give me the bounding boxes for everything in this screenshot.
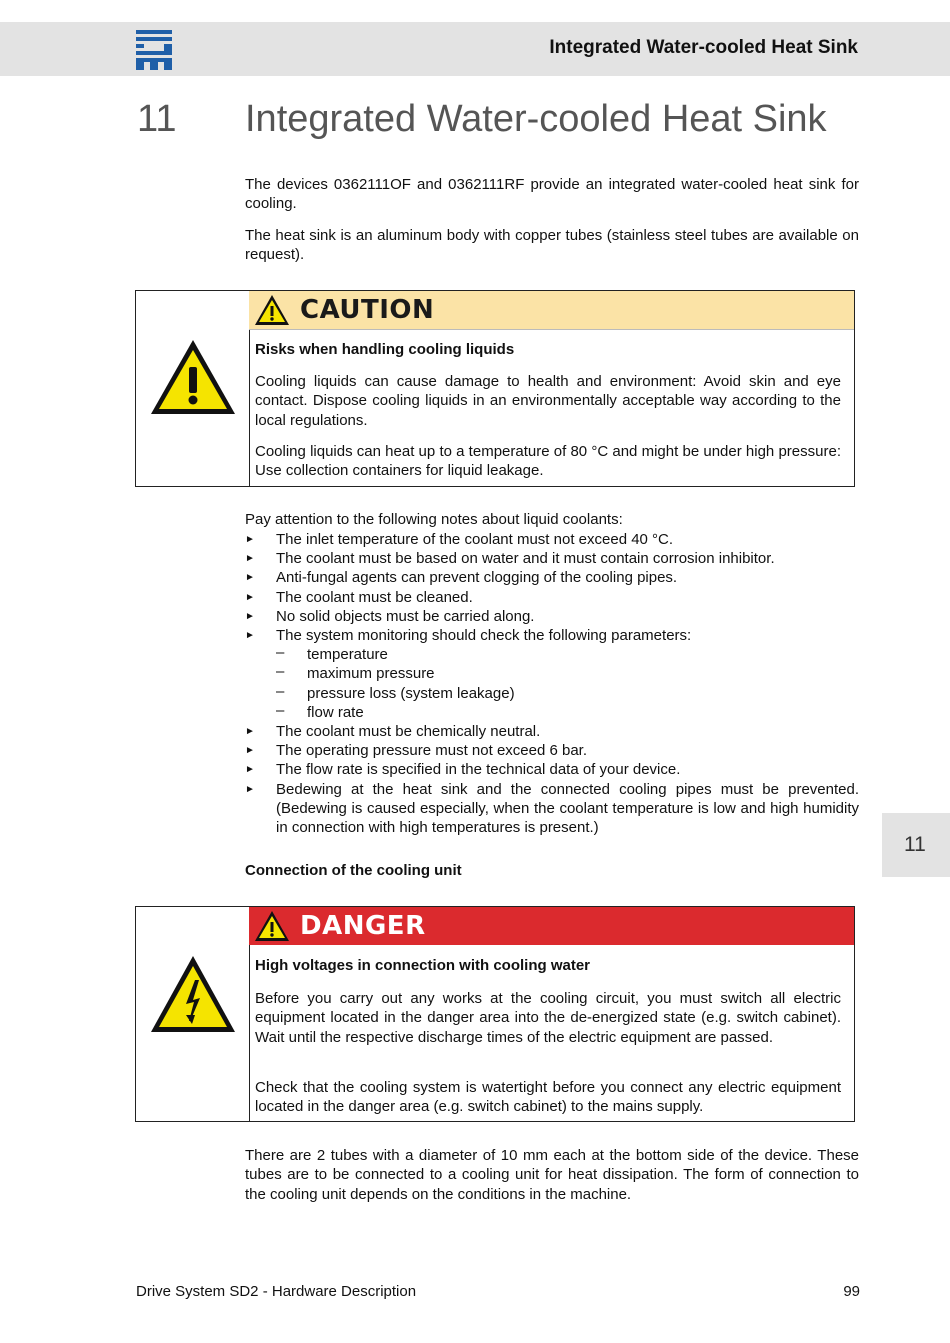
danger-heading: High voltages in connection with cooling water [255,957,591,974]
footer-document-title: Drive System SD2 - Hardware Description [136,1283,417,1300]
intro-paragraph-1: The devices 0362111OF and 0362111RF provide an integrated water-cooled heat sink for cooling. [245,176,859,213]
chapter-side-tab [882,813,950,877]
list-item: ► The system monitoring should check the following parameters: – temperature – maximum pressure – pressure loss (system leakage) – flow rate [245,626,859,722]
list-item: ► No solid objects must be carried along. [245,607,535,625]
warning-triangle-icon [148,337,238,417]
list-item: ► Anti-fungal agents can prevent clogging of the cooling pipes. [245,569,678,587]
chapter-title: Integrated Water-cooled Heat Sink [245,98,827,140]
list-item: ► The coolant must be cleaned. [245,588,473,606]
chapter-number: 11 [137,98,177,140]
caution-heading: Risks when handling cooling liquids [255,341,515,358]
danger-icon-column [136,907,250,1121]
caution-signal-bar [249,291,854,330]
sub-list-item: – pressure loss (system leakage) [276,682,515,702]
sub-list-item: – flow rate [276,701,364,721]
list-item: ► The coolant must be based on water and it must contain corrosion inhibitor. [245,550,775,568]
caution-notice [135,290,855,487]
list-item: ► The flow rate is specified in the technical data of your device. [245,761,681,779]
danger-signal-word: DANGER [300,911,426,941]
footer-page-number: 99 [843,1283,860,1300]
caution-text-block [255,372,841,430]
danger-signal-icon [254,910,290,942]
list-item: ► The inlet temperature of the coolant must not exceed 40 °C. [245,531,674,548]
danger-text-1: Before you carry out any works at the cooling circuit, you must switch all electric equipment located in the danger area into the de-energized state (e.g. switch cabinet). Wait until the respective discharge times of the electric equipment are passed. [255,990,841,1046]
notes-intro: Pay attention to the following notes about liquid coolants: [245,511,623,528]
caution-icon-column [136,291,250,486]
caution-signal-word: CAUTION [300,295,435,325]
caution-signal-icon [254,294,290,326]
connection-heading: Connection of the cooling unit [245,862,462,879]
caution-text-1: Cooling liquids can cause damage to health and environment: Avoid skin and eye contact. Dispose cooling liquids in an environmentally acceptable way according to the local regulations. [255,373,841,429]
danger-text-block-2 [255,1078,841,1117]
company-logo-icon [136,30,172,70]
sub-list-item: – maximum pressure [276,663,435,683]
caution-text-2: Cooling liquids can heat up to a temperature of 80 °C and might be under high pressure: Use collection containers for liquid leakage. [255,443,841,480]
caution-text-block-2 [255,442,841,481]
header-title: Integrated Water-cooled Heat Sink [549,37,858,58]
danger-text-block [255,989,841,1047]
list-item: ► The coolant must be chemically neutral. [245,723,541,741]
closing-paragraph: There are 2 tubes with a diameter of 10 mm each at the bottom side of the device. These tubes are to be connected to a cooling unit for heat dissipation. The form of connection to the cooling unit depends on the conditions in the machine. [245,1147,859,1203]
danger-text-2: Check that the cooling system is watertight before you connect any electric equipment located in the danger area (e.g. switch cabinet) to the mains supply. [255,1079,841,1116]
high-voltage-icon [148,953,238,1035]
caution-body [255,341,841,358]
danger-notice [135,906,855,1122]
side-tab-label: 11 [904,833,926,856]
parameters-sublist [276,645,859,722]
list-item: ► Bedewing at the heat sink and the connected cooling pipes must be prevented. (Bedewing is caused especially, when the coolant temperature is low and high humidity in connection with high temperatures is present.) [245,780,859,837]
notes-list [245,530,859,837]
danger-signal-bar [249,907,854,945]
intro-paragraph-2: The heat sink is an aluminum body with copper tubes (stainless steel tubes are available on request). [245,227,859,264]
list-item: ► The operating pressure must not exceed 6 bar. [245,742,588,760]
sub-list-item: – temperature [276,644,388,664]
danger-body [255,957,841,974]
